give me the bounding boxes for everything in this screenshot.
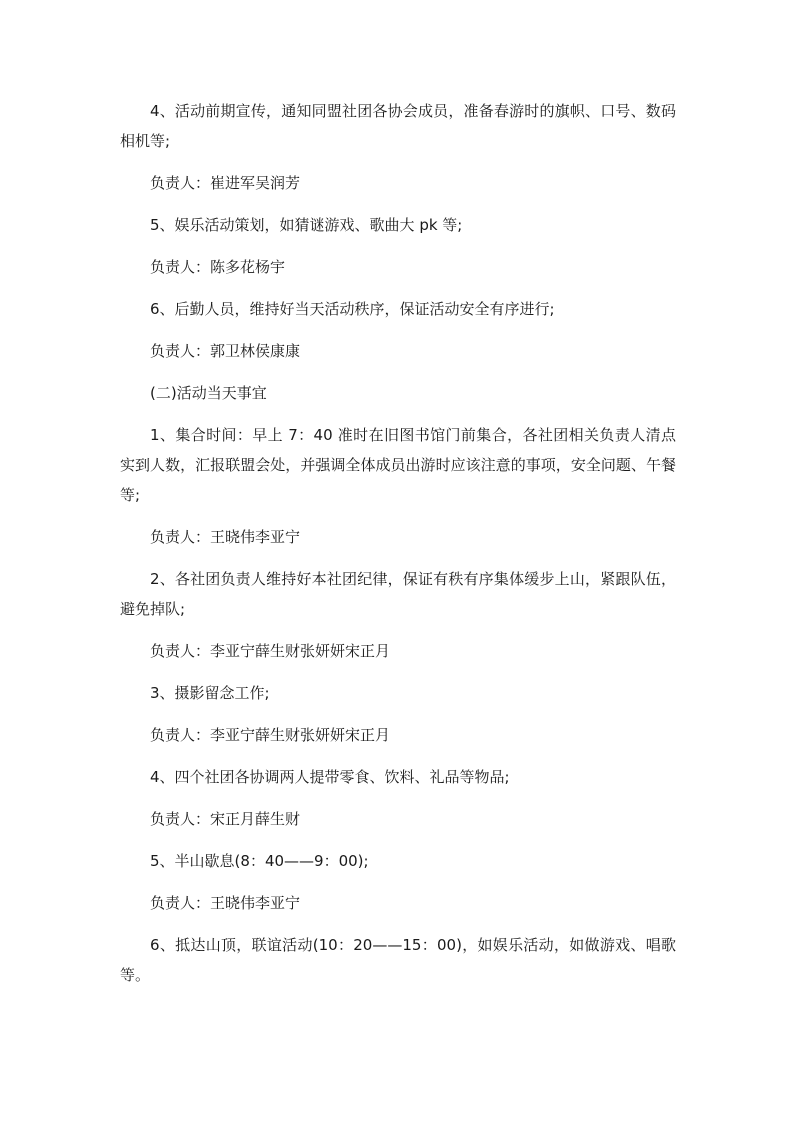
paragraph-rest-break: 5、半山歇息(8：40——9：00); xyxy=(150,852,369,870)
paragraph-photography: 3、摄影留念工作; xyxy=(150,684,270,702)
paragraph-responsible-3: 负责人：郭卫林侯康康 xyxy=(150,342,301,360)
paragraph-supplies: 4、四个社团各协调两人提带零食、饮料、礼品等物品; xyxy=(150,768,510,786)
paragraph-responsible-6: 负责人：李亚宁薛生财张妍妍宋正月 xyxy=(150,726,391,744)
paragraph-summit-activities: 6、抵达山顶，联谊活动(10：20——15：00)，如娱乐活动，如做游戏、唱歌等。 xyxy=(120,936,676,984)
section-heading-day-of-event: (二)活动当天事宜 xyxy=(150,384,267,402)
paragraph-responsible-5: 负责人：李亚宁薛生财张妍妍宋正月 xyxy=(150,642,391,660)
paragraph-responsible-1: 负责人：崔进军吴润芳 xyxy=(150,174,301,192)
paragraph-logistics: 6、后勤人员，维持好当天活动秩序，保证活动安全有序进行; xyxy=(150,300,555,318)
paragraph-assembly-time: 1、集合时间：早上 7：40 准时在旧图书馆门前集合，各社团相关负责人清点实到人数，汇报联盟会处，并强调全体成员出游时应该注意的事项，安全问题、午餐等; xyxy=(120,426,676,504)
paragraph-discipline: 2、各社团负责人维持好本社团纪律，保证有秩有序集体缓步上山，紧跟队伍，避免掉队; xyxy=(120,570,676,618)
paragraph-entertainment-planning: 5、娱乐活动策划，如猜谜游戏、歌曲大 pk 等; xyxy=(150,216,463,234)
paragraph-responsible-8: 负责人：王晓伟李亚宁 xyxy=(150,894,301,912)
paragraph-prep-publicity: 4、活动前期宣传，通知同盟社团各协会成员，准备春游时的旗帜、口号、数码相机等; xyxy=(120,102,676,150)
document-body xyxy=(120,96,676,990)
paragraph-responsible-4: 负责人：王晓伟李亚宁 xyxy=(150,528,301,546)
paragraph-responsible-2: 负责人：陈多花杨宇 xyxy=(150,258,286,276)
paragraph-responsible-7: 负责人：宋正月薛生财 xyxy=(150,810,301,828)
